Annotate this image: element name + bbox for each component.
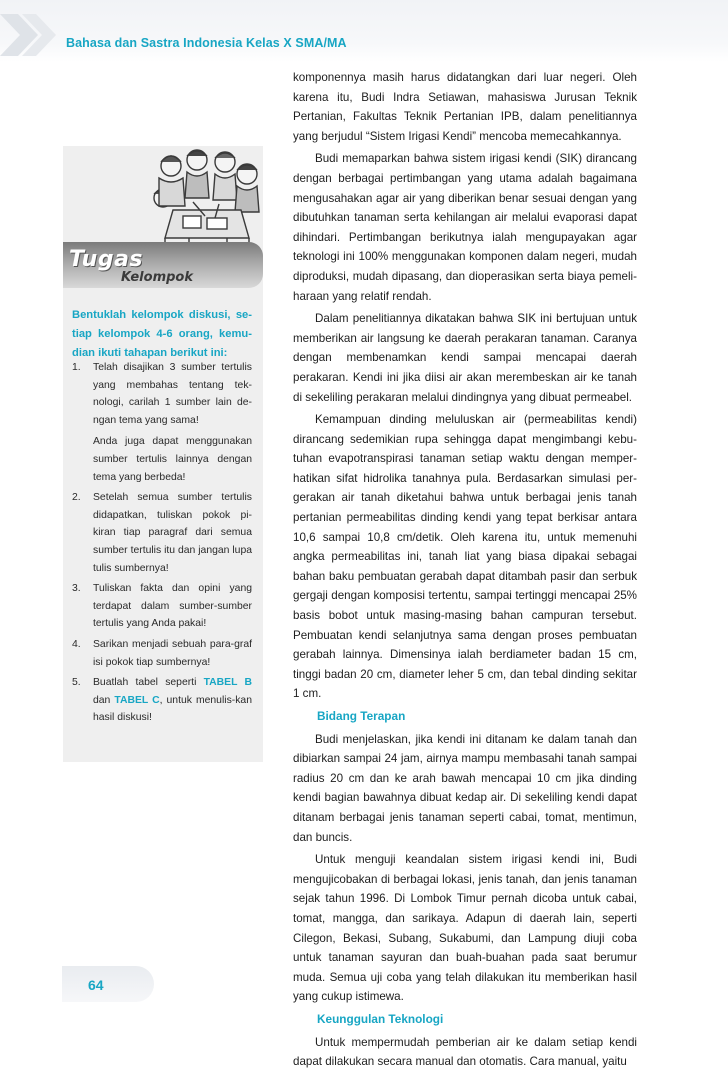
step-number: 3. [72, 583, 81, 595]
paragraph: Dalam penelitiannya dikatakan bahwa SIK ini bertujuan untuk memberikan air langsung ke daerah perakaran tanaman. Caranya dengan membenamkan kendi sampai mencapai daerah perakaran. Kendi ini jika diisi air akan merembeskan air ke tanah di sekeliling perakaran melalui dindingnya yang dibuat permeabel. [293, 312, 637, 404]
task-steps-list [72, 359, 252, 730]
group-task-sidebar [63, 146, 263, 762]
task-step [72, 489, 252, 577]
step-text: Telah disajikan 3 sumber tertulis yang membahas tentang tek-nologi, carilah 1 sumber lain de-ngan tema yang sama! [93, 362, 252, 426]
step-number: 2. [72, 492, 81, 504]
paragraph: komponennya masih harus didatangkan dari luar negeri. Oleh karena itu, Budi Indra Setiawan, mahasiswa Jurusan Teknik Pertanian, Fakultas Teknik Pertanian IPB, dalam penelitiannya yang berjudul “Sistem Irigasi Kendi” mencoba memecahkannya. [293, 71, 637, 143]
step-text: Sarikan menjadi sebuah para-graf isi pokok tiap sumbernya! [93, 638, 252, 668]
section-heading-bidang-terapan: Bidang Terapan [317, 709, 406, 723]
paragraph: Untuk mempermudah pemberian air ke dalam setiap kendi dapat dilakukan secara manual dan otomatis. Cara manual, yaitu [293, 1035, 637, 1069]
book-title: Bahasa dan Sastra Indonesia Kelas X SMA/MA [66, 36, 347, 50]
kelompok-heading: Kelompok [121, 270, 193, 285]
tabel-c-highlight: TABEL C [114, 694, 160, 706]
step-number: 4. [72, 638, 81, 650]
paragraph: Untuk menguji keandalan sistem irigasi kendi ini, Budi mengujicobakan di berbagai lokasi, jenis tanah, dan jenis tanaman sejak tahun 1996. Di Lombok Timur pernah dicoba untuk cabai, tomat, mangga, dan sarikaya. Adapun di daerah lain, seperti Cilegon, Bekasi, Subang, Sukabumi, dan Lampung diuji coba untuk tanaman sayuran dan buah-buahan pada saat berumur muda. Semua uji coba yang telah dilakukan itu memberikan hasil yang cukup istimewa. [293, 853, 637, 1004]
tugas-heading: Tugas [69, 247, 144, 272]
paragraph: Budi memaparkan bahwa sistem irigasi kendi (SIK) dirancang dengan berbagai pertimbangan yang utama adalah bagaimana mengusahakan agar air yang diberikan benar sesuai dengan yang dibutuhkan tanaman serta kehilangan air melalui evaporasi dapat dihindari. Pertimbangan berikutnya ialah mengupayakan agar teknologi ini 100% menggunakan komponen dalam negeri, mudah diproduksi, mudah dipasang, dan dioperasikan serta biaya pemeli-haraan yang relatif rendah. [293, 152, 637, 303]
step-text: Setelah semua sumber tertulis didapatkan, tuliskan pokok pi-kiran tiap paragraf dari semua sumber tertulis itu dan jangan lupa tulis sumbernya! [93, 492, 252, 574]
step-number: 5. [72, 677, 81, 689]
tabel-b-highlight: TABEL B [203, 677, 252, 689]
task-step [72, 636, 252, 671]
paragraph: Kemampuan dinding meluluskan air (permeabilitas kendi) dirancang sedemikian rupa sehingga dapat mengimbangi kebu-tuhan evapotranspirasi tanaman setiap waktu dengan memper-hatikan sifat hidrolika tanahnya pula. Berdasarkan simulasi per-gerakan air tanah diketahui bahwa untuk berbagai jenis tanah pertanian permeabilitas dinding kendi yang tepat berkisar antara 10,6 sampai 10,8 cm/detik. Oleh karena itu, untuk memenuhi angka permeabilitas ini, tanah liat yang biasa dipakai sebagai bahan baku pembuatan gerabah dapat ditambah pasir dan serbuk gergaji dengan komposisi tertentu, sampai tertinggi mencapai 25% basis bobot untuk masing-masing bahan campuran tersebut. Pembuatan kendi selanjutnya sama dengan proses pembuatan gerabah lainnya. Dimensinya ialah berdiameter badan 15 cm, tinggi badan 20 cm, diameter leher 5 cm, dan tebal dinding sekitar 1 cm. [293, 413, 637, 701]
header-band [0, 0, 728, 62]
chevron-double-right-icon [0, 10, 60, 60]
article-column [293, 68, 637, 1075]
step-note: Anda juga dapat menggunakan sumber tertulis lainnya dengan tema yang berbeda! [93, 436, 252, 483]
step-text: Tuliskan fakta dan opini yang terdapat dalam sumber-sumber tertulis yang Anda pakai! [93, 583, 252, 630]
page-number-tab [62, 966, 154, 1002]
section-heading-keunggulan-teknologi: Keunggulan Teknologi [317, 1011, 444, 1026]
task-step [72, 674, 252, 727]
paragraph: Budi menjelaskan, jika kendi ini ditanam ke dalam tanah dan dibiarkan sampai 24 jam, airnya mampu membasahi tanah sampai radius 20 cm dan ke arah bawah mencapai 10 cm jika dinding kendi bagian bawahnya dibuat kedap air. Di sekeliling kendi dapat ditanam berbagai jenis tanaman seperti cabai, tomat, mentimun, dan buncis. [293, 732, 637, 844]
step-text: Buatlah tabel seperti [93, 677, 204, 689]
step-text: dan [93, 694, 115, 706]
page-number: 64 [88, 977, 104, 993]
task-step [72, 359, 252, 486]
task-intro: Bentuklah kelompok diskusi, se-tiap kelompok 4-6 orang, kemu-dian ikuti tahapan berikut ini: [72, 309, 252, 359]
step-number: 1. [72, 362, 81, 373]
task-step [72, 580, 252, 633]
step-text: , untuk menulis-kan hasil diskusi! [93, 694, 252, 724]
